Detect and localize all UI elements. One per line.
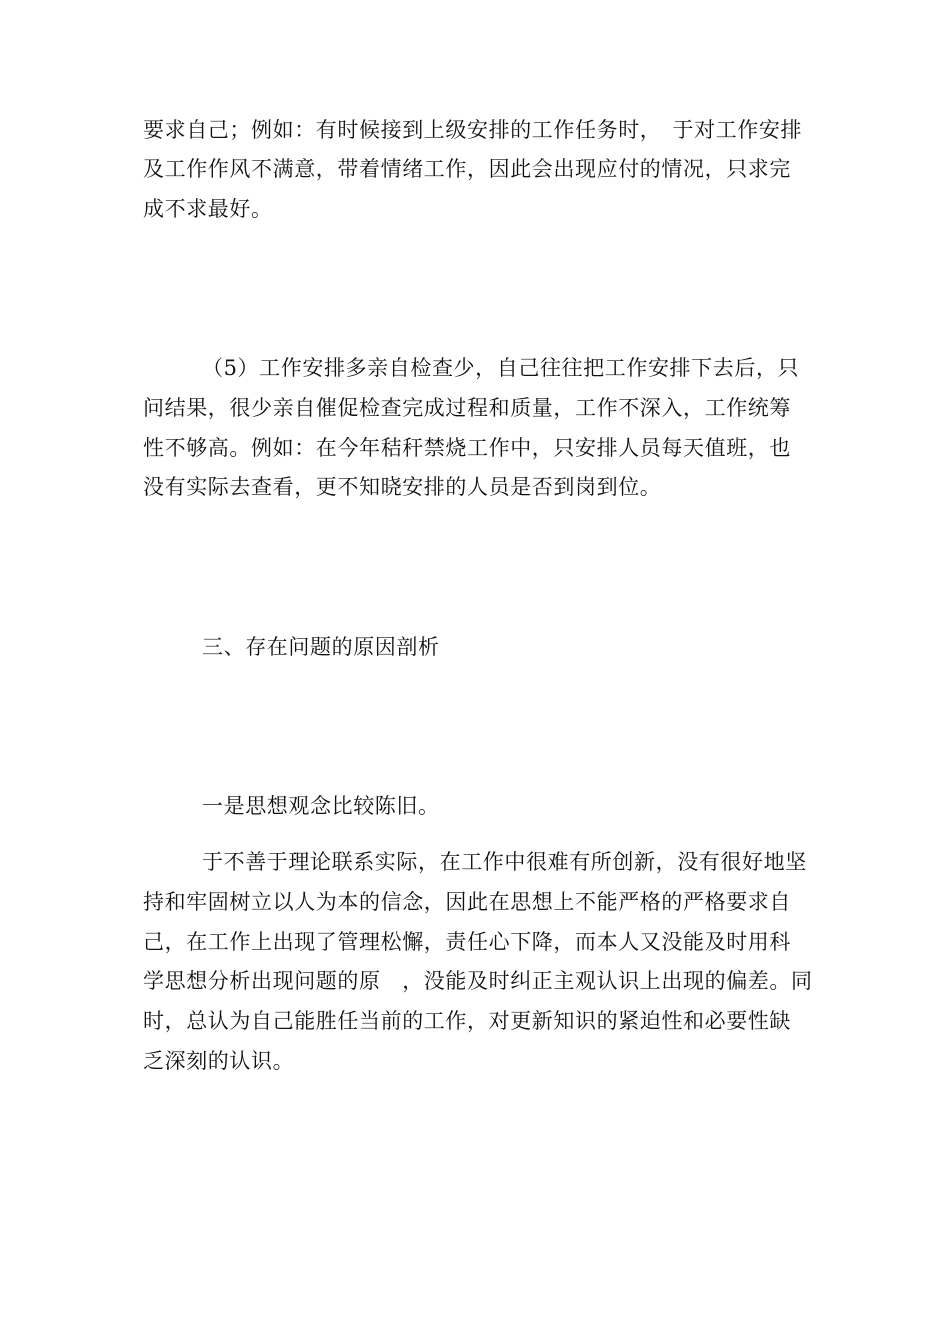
paragraph-line: 于不善于理论联系实际，在工作中很难有所创新，没有很好地坚: [202, 850, 807, 874]
paragraph-line: 己，在工作上出现了管理松懈，责任心下降，而本人又没能及时用科: [143, 930, 791, 954]
point-one-heading: 一是思想观念比较陈旧。: [202, 794, 440, 818]
paragraph-line: 及工作作风不满意，带着情绪工作，因此会出现应付的情况，只求完: [143, 157, 791, 181]
paragraph-line: 没有实际去查看，更不知晓安排的人员是否到岗到位。: [143, 475, 662, 499]
paragraph-line: 成不求最好。: [143, 197, 273, 221]
paragraph-line: 问结果，很少亲自催促检查完成过程和质量，工作不深入，工作统筹: [143, 396, 791, 420]
paragraph-line: 乏深刻的认识。: [143, 1049, 295, 1073]
section-heading: 三、存在问题的原因剖析: [202, 635, 440, 659]
paragraph-line: 性不够高。例如：在今年秸秆禁烧工作中，只安排人员每天值班，也: [143, 436, 791, 460]
paragraph-line: 时，总认为自己能胜任当前的工作，对更新知识的紧迫性和必要性缺: [143, 1009, 791, 1033]
paragraph-line: 学思想分析出现问题的原 ，没能及时纠正主观认识上出现的偏差。同: [143, 969, 813, 993]
paragraph-line: 持和牢固树立以人为本的信念，因此在思想上不能严格的严格要求自: [143, 890, 791, 914]
paragraph-line: 要求自己；例如：有时候接到上级安排的工作任务时， 于对工作安排: [143, 118, 803, 142]
paragraph-line: （5）工作安排多亲自检查少，自己往往把工作安排下去后，只: [202, 356, 800, 380]
